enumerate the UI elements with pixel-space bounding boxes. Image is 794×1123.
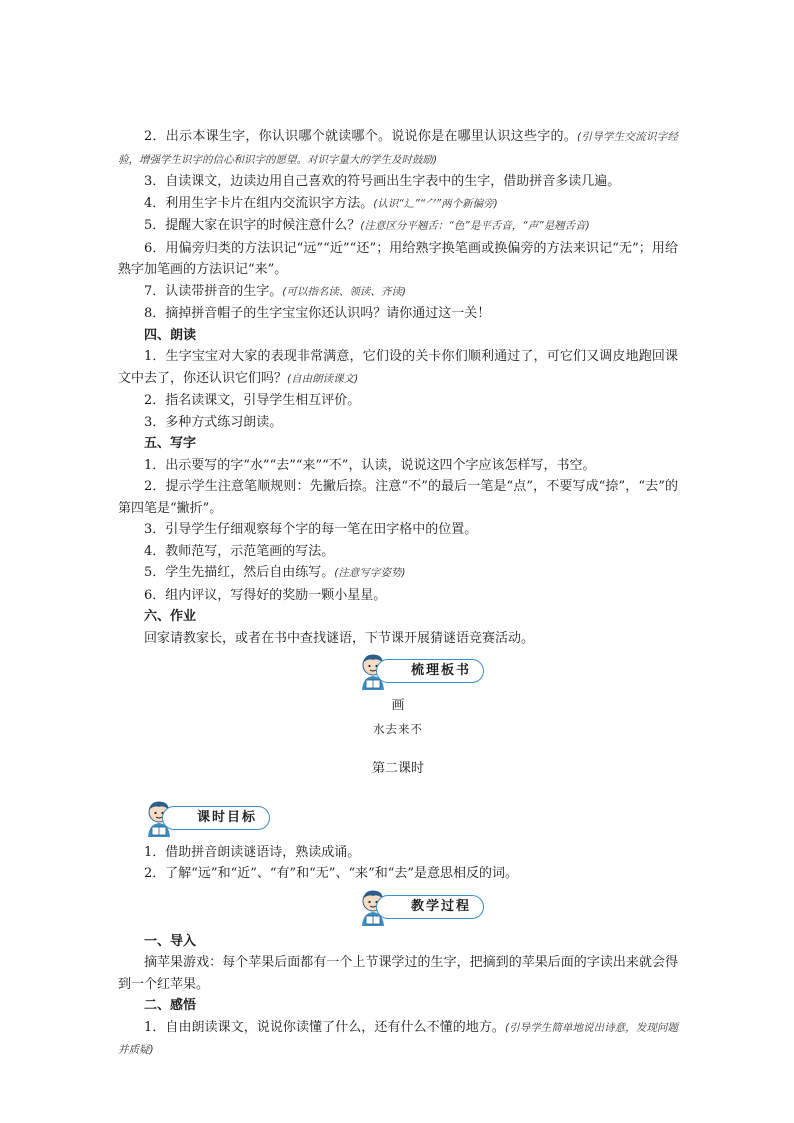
item-6: 6．用偏旁归类的方法识记“远”“近”“还”；用给熟字换笔画或换偏旁的方法来识记“无”；用给熟字加笔画的方法识记“来”。 bbox=[118, 240, 678, 277]
item-3: 3．自读课文，边读边用自己喜欢的符号画出生字表中的生字，借助拼音多读几遍。 bbox=[144, 174, 621, 189]
reading-item-2: 2．指名读课文，引导学生相互评价。 bbox=[144, 393, 361, 408]
section-heading-writing: 五、写字 bbox=[144, 436, 197, 451]
goals-badge: 课时目标 bbox=[162, 806, 270, 830]
process-badge: 教学过程 bbox=[376, 895, 484, 919]
goal-2: 2．了解“远”和“近”、“有”和“无”、“来”和“去”是意思相反的词。 bbox=[144, 866, 519, 881]
writing-item-6: 6．组内评议，写得好的奖励一颗小星星。 bbox=[144, 587, 387, 603]
item-4: 4．利用生字卡片在组内交流识字方法。(认识“辶”“⺈”两个新偏旁) bbox=[144, 195, 498, 211]
reading-item-1: 1．生字宝宝对大家的表现非常满意，它们设的关卡你们顺利通过了，可它们又调皮地跑回课文中去了，你还认识它们吗？(自由朗读课文) bbox=[118, 349, 678, 386]
section-heading-perception: 二、感悟 bbox=[144, 998, 197, 1013]
goals-banner bbox=[118, 800, 678, 840]
intro-text: 摘苹果游戏：每个苹果后面都有一个上节课学过的生字，把摘到的苹果后面的字读出来就会得到一个红苹果。 bbox=[118, 955, 678, 992]
section-heading-intro: 一、导入 bbox=[144, 933, 197, 949]
item-8: 8．摘掉拼音帽子的生字宝宝你还认识吗？请你通过这一关！ bbox=[144, 306, 491, 321]
section-heading-homework: 六、作业 bbox=[144, 609, 197, 624]
writing-item-4: 4．教师范写，示范笔画的写法。 bbox=[144, 543, 335, 559]
homework-text: 回家请教家长，或者在书中查找谜语，下节课开展猜谜语竞赛活动。 bbox=[144, 630, 535, 646]
item-2: 2．出示本课生字，你认识哪个就读哪个。说说你是在哪里认识这些字的。(引导学生交流识字经验，增强学生识字的信心和识字的愿望。对识字量大的学生及时鼓励) bbox=[118, 129, 678, 166]
process-banner bbox=[118, 889, 678, 929]
goal-1: 1．借助拼音朗读谜语诗，熟读成诵。 bbox=[144, 844, 361, 860]
writing-item-1: 1．出示要写的字“水”“去”“来”“不”，认读，说说这四个字应该怎样写，书空。 bbox=[144, 457, 596, 473]
board-banner bbox=[118, 653, 678, 693]
item-7: 7．认读带拼音的生字。(可以指名读、领读、齐读) bbox=[144, 283, 406, 299]
section-heading-reading: 四、朗读 bbox=[144, 327, 197, 343]
board-line-1: 画 bbox=[391, 698, 405, 713]
reading-item-3: 3．多种方式练习朗读。 bbox=[144, 414, 283, 430]
writing-item-3: 3．引导学生仔细观察每个字的每一笔在田字格中的位置。 bbox=[144, 522, 478, 537]
lesson-2-title: 第二课时 bbox=[371, 761, 424, 776]
document-content bbox=[118, 126, 678, 1062]
item-5: 5．提醒大家在识字的时候注意什么？(注意区分平翘舌：“色”是平舌音，“声”是翘舌音) bbox=[144, 218, 590, 233]
perception-item-1: 1．自由朗读课文，说说你读懂了什么，还有什么不懂的地方。(引导学生简单地说出诗意，发现问题并质疑) bbox=[118, 1019, 678, 1056]
board-badge: 梳理板书 bbox=[376, 659, 484, 683]
board-line-2: 水去来不 bbox=[373, 721, 423, 736]
writing-item-5: 5．学生先描红，然后自由练写。(注意写字姿势) bbox=[144, 565, 406, 580]
writing-item-2: 2．提示学生注意笔顺规则：先撇后捺。注意“不”的最后一笔是“点”，不要写成“捺”，“去”的第四笔是“撇折”。 bbox=[118, 479, 678, 516]
